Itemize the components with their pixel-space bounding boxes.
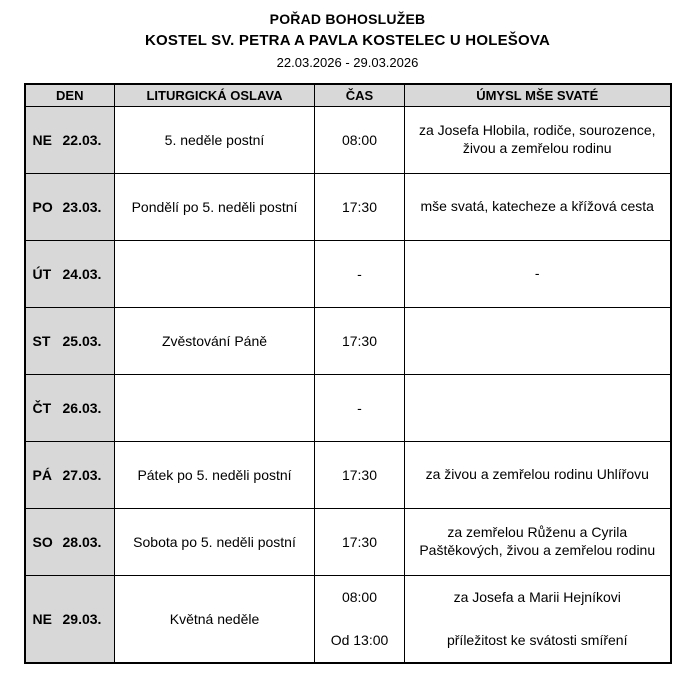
celebration-cell (115, 240, 315, 307)
celebration-cell (115, 374, 315, 441)
column-header-den: DEN (25, 84, 115, 106)
day-date: 28.03. (62, 533, 102, 550)
time-cell (315, 508, 405, 575)
day-cell (25, 508, 115, 575)
time-value: 08:00 (341, 588, 378, 605)
celebration-cell: Zvěstování Páně (115, 307, 315, 374)
day-date: 24.03. (62, 265, 102, 282)
schedule-table (24, 83, 672, 664)
celebration-cell: Pátek po 5. neděli postní (115, 441, 315, 508)
day-abbr: PO (32, 198, 53, 215)
header-row (25, 84, 671, 106)
church-name: KOSTEL SV. PETRA A PAVLA KOSTELEC U HOLEŠOVA (145, 32, 550, 49)
intention-text: příležitost ke svátosti smíření (446, 631, 628, 648)
table-row (25, 575, 671, 663)
time-cell (315, 441, 405, 508)
time-value: 17:30 (341, 332, 378, 349)
intention-text: za živou a zemřelou rodinu Uhlířovu (425, 465, 649, 482)
table-row (25, 374, 671, 441)
day-cell (25, 441, 115, 508)
intention-cell (405, 575, 671, 663)
time-cell (315, 173, 405, 240)
intention-text: za Josefa Hlobila, rodiče, sourozence, živou a zemřelou rodinu (418, 122, 656, 156)
day-cell (25, 575, 115, 663)
day-cell (25, 240, 115, 307)
celebration-cell: Květná neděle (115, 575, 315, 663)
celebration-cell: Sobota po 5. neděli postní (115, 508, 315, 575)
intention-text: - (534, 264, 540, 281)
time-value: - (357, 399, 362, 416)
document-header (0, 0, 695, 70)
time-value: Od 13:00 (330, 631, 389, 648)
intention-cell (405, 441, 671, 508)
column-header-liturgicka-oslava: LITURGICKÁ OSLAVA (115, 84, 315, 106)
day-date: 29.03. (62, 610, 102, 627)
intention-text: za zemřelou Růženu a Cyrila Paštěkových, živou a zemřelou rodinu (419, 524, 656, 558)
time-cell (315, 106, 405, 173)
intention-cell (405, 374, 671, 441)
day-cell (25, 106, 115, 173)
intention-text: za Josefa a Marii Hejníkovi (453, 588, 621, 605)
day-abbr: ČT (32, 399, 52, 416)
time-value: 17:30 (341, 198, 378, 215)
time-cell (315, 575, 405, 663)
time-cell (315, 374, 405, 441)
day-abbr: SO (32, 533, 53, 550)
day-cell (25, 307, 115, 374)
celebration-cell: 5. neděle postní (115, 106, 315, 173)
day-abbr: ST (32, 332, 51, 349)
day-abbr: NE (32, 610, 52, 627)
day-cell (25, 374, 115, 441)
intention-cell (405, 307, 671, 374)
table-row (25, 508, 671, 575)
intention-cell (405, 508, 671, 575)
day-date: 27.03. (62, 466, 102, 483)
table-row (25, 441, 671, 508)
page-title: POŘAD BOHOSLUŽEB (269, 11, 426, 27)
day-abbr: ÚT (32, 265, 52, 282)
day-date: 26.03. (62, 399, 102, 416)
table-row (25, 173, 671, 240)
day-abbr: PÁ (32, 466, 52, 483)
celebration-cell: Pondělí po 5. neděli postní (115, 173, 315, 240)
column-header-umysl: ÚMYSL MŠE SVATÉ (405, 84, 671, 106)
table-row (25, 240, 671, 307)
time-value: 17:30 (341, 466, 378, 483)
intention-cell (405, 240, 671, 307)
time-value: 08:00 (341, 131, 378, 148)
intention-cell (405, 173, 671, 240)
date-range: 22.03.2026 - 29.03.2026 (276, 55, 419, 70)
time-value: 17:30 (341, 533, 378, 550)
schedule-body (25, 106, 671, 663)
column-header-cas: ČAS (315, 84, 405, 106)
intention-cell (405, 106, 671, 173)
table-row (25, 106, 671, 173)
day-cell (25, 173, 115, 240)
day-date: 25.03. (62, 332, 102, 349)
time-value: - (357, 265, 362, 282)
day-abbr: NE (32, 131, 52, 148)
time-cell (315, 240, 405, 307)
time-cell (315, 307, 405, 374)
table-row (25, 307, 671, 374)
intention-text: mše svatá, katecheze a křížová cesta (420, 197, 654, 214)
day-date: 22.03. (62, 131, 102, 148)
day-date: 23.03. (62, 198, 102, 215)
